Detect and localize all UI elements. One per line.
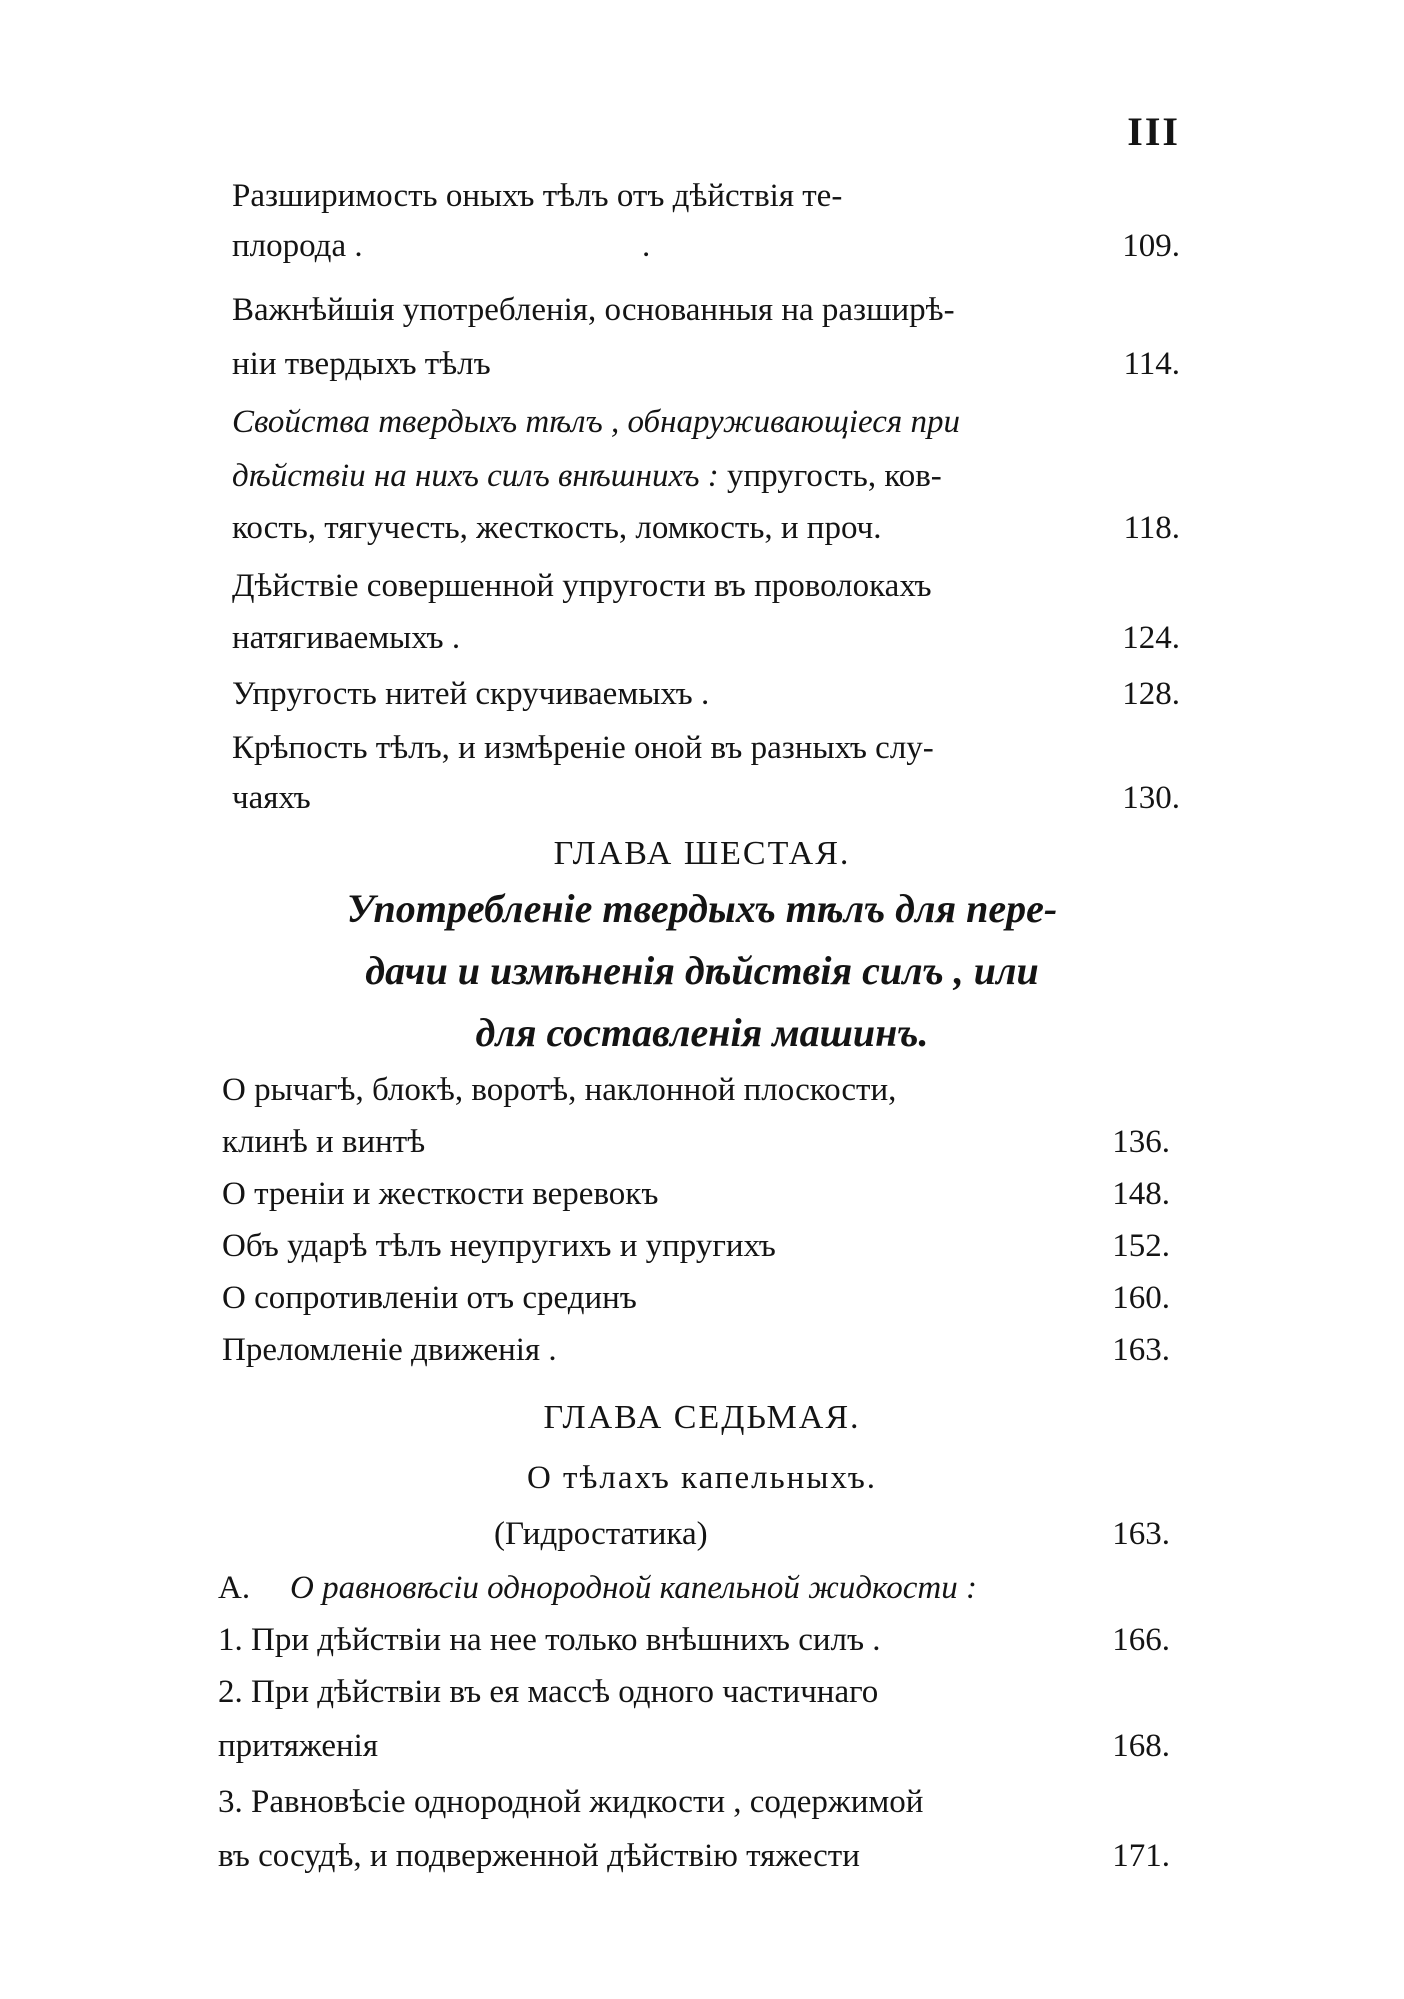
toc-entry-line: [232, 396, 1112, 448]
toc-entry-regular: упругость, ков-: [726, 458, 942, 494]
toc-page-number: 128.: [1122, 676, 1180, 712]
toc-page-number: 124.: [1122, 620, 1180, 656]
toc-entry-line: [232, 560, 1112, 612]
toc-entry-italic: дѣйствіи на нихъ силъ внѣшнихъ :: [232, 458, 719, 494]
toc-entry-line: [222, 1116, 1170, 1168]
toc-entry-text: О треніи и жесткости веревокъ: [222, 1176, 659, 1212]
toc-page-number: 114.: [1123, 346, 1180, 382]
toc-entry-line: [232, 338, 1180, 390]
toc-entry-line: [222, 1168, 1170, 1220]
subsection-title: О равновѣсіи однородной капельной жидкости :: [290, 1570, 977, 1606]
toc-entry-text: Свойства твердыхъ тѣлъ , обнаруживающіеся при: [232, 404, 960, 440]
toc-entry-line: [232, 668, 1180, 720]
toc-entry-line: [218, 1666, 1118, 1718]
toc-entry-text: Дѣйствіе совершенной упругости въ проволокахъ: [232, 568, 932, 604]
chapter-subtitle-line: для составленія машинъ.: [475, 1010, 929, 1055]
toc-entry-line: [232, 612, 1180, 664]
toc-entry-text: натягиваемыхъ .: [232, 620, 461, 656]
leader-dot: .: [642, 228, 651, 264]
toc-entry-text: 1. При дѣйствіи на нее только внѣшнихъ силъ .: [218, 1622, 881, 1658]
section-line: [222, 1508, 1170, 1560]
toc-entry-text: чаяхъ: [232, 780, 311, 816]
toc-page-number: 118.: [1123, 510, 1180, 546]
toc-page-number: 168.: [1112, 1728, 1170, 1764]
toc-page-number: 148.: [1112, 1176, 1170, 1212]
toc-entry-line: [222, 1220, 1170, 1272]
toc-entry-text: Важнѣйшія употребленія, основанныя на разширѣ-: [232, 292, 955, 328]
toc-page-number: 152.: [1112, 1228, 1170, 1264]
toc-entry-text: кость, тягучесть, жесткость, ломкость, и проч.: [232, 510, 882, 546]
chapter-subtitle: О тѣлахъ капельныхъ.: [526, 1460, 878, 1496]
toc-entry-line: [222, 1324, 1170, 1376]
toc-entry-line: [232, 220, 1180, 272]
toc-entry-text: Упругость нитей скручиваемыхъ .: [232, 676, 710, 712]
toc-entry-line: [232, 170, 1112, 222]
toc-page-number: 166.: [1112, 1622, 1170, 1658]
toc-entry-text: О сопротивленіи отъ срединъ: [222, 1280, 637, 1316]
toc-entry-text: притяженія: [218, 1728, 379, 1764]
toc-entry-line: [232, 284, 1112, 336]
chapter-subtitle-line: Употребленіе твердыхъ тѣлъ для пере-: [346, 886, 1058, 931]
toc-entry-text: 2. При дѣйствіи въ ея массѣ одного частичнаго: [218, 1674, 879, 1710]
toc-entry-line: [218, 1614, 1170, 1666]
toc-entry-text: Крѣпость тѣлъ, и измѣреніе оной въ разныхъ слу-: [232, 730, 934, 766]
subsection-label: А.: [218, 1570, 251, 1606]
toc-page-number: 160.: [1112, 1280, 1170, 1316]
toc-entry-line: [222, 1064, 1102, 1116]
toc-entry-text: въ сосудѣ, и подверженной дѣйствію тяжести: [218, 1838, 860, 1874]
toc-entry-text: 3. Равновѣсіе однородной жидкости , содержимой: [218, 1784, 924, 1820]
toc-entry-text: плорода .: [232, 228, 363, 264]
toc-page-number: 163.: [1112, 1332, 1170, 1368]
toc-entry-text: Объ ударѣ тѣлъ неупругихъ и упругихъ: [222, 1228, 776, 1264]
toc-page-number: 171.: [1112, 1838, 1170, 1874]
toc-entry-text: Преломленіе движенія .: [222, 1332, 557, 1368]
toc-entry-line: [232, 502, 1180, 554]
toc-page-number: 109.: [1122, 228, 1180, 264]
subsection-heading: [218, 1562, 1118, 1614]
chapter-subtitle-line: дачи и измѣненія дѣйствія силъ , или: [365, 948, 1039, 993]
toc-page-number: 163.: [1112, 1516, 1170, 1552]
toc-entry-line: [232, 772, 1180, 824]
toc-page-number: 130.: [1122, 780, 1180, 816]
toc-entry-text: Разширимость оныхъ тѣлъ отъ дѣйствія те-: [232, 178, 843, 214]
toc-entry-line: [218, 1720, 1170, 1772]
toc-entry-text: О рычагѣ, блокѣ, воротѣ, наклонной плоскости,: [222, 1072, 897, 1108]
toc-entry-text: [232, 450, 942, 502]
toc-entry-line: [232, 450, 1112, 502]
toc-page-number: 136.: [1112, 1124, 1170, 1160]
section-title: (Гидростатика): [494, 1516, 708, 1552]
toc-entry-line: [218, 1830, 1170, 1882]
toc-entry-line: [218, 1776, 1118, 1828]
toc-entry-text: ніи твердыхъ тѣлъ: [232, 346, 491, 382]
page-number: III: [1127, 109, 1180, 154]
toc-entry-line: [232, 722, 1112, 774]
toc-entry-line: [222, 1272, 1170, 1324]
chapter-title: ГЛАВА ШЕСТАЯ.: [553, 835, 851, 872]
toc-entry-text: клинѣ и винтѣ: [222, 1124, 426, 1160]
chapter-title: ГЛАВА СЕДЬМАЯ.: [543, 1399, 861, 1436]
